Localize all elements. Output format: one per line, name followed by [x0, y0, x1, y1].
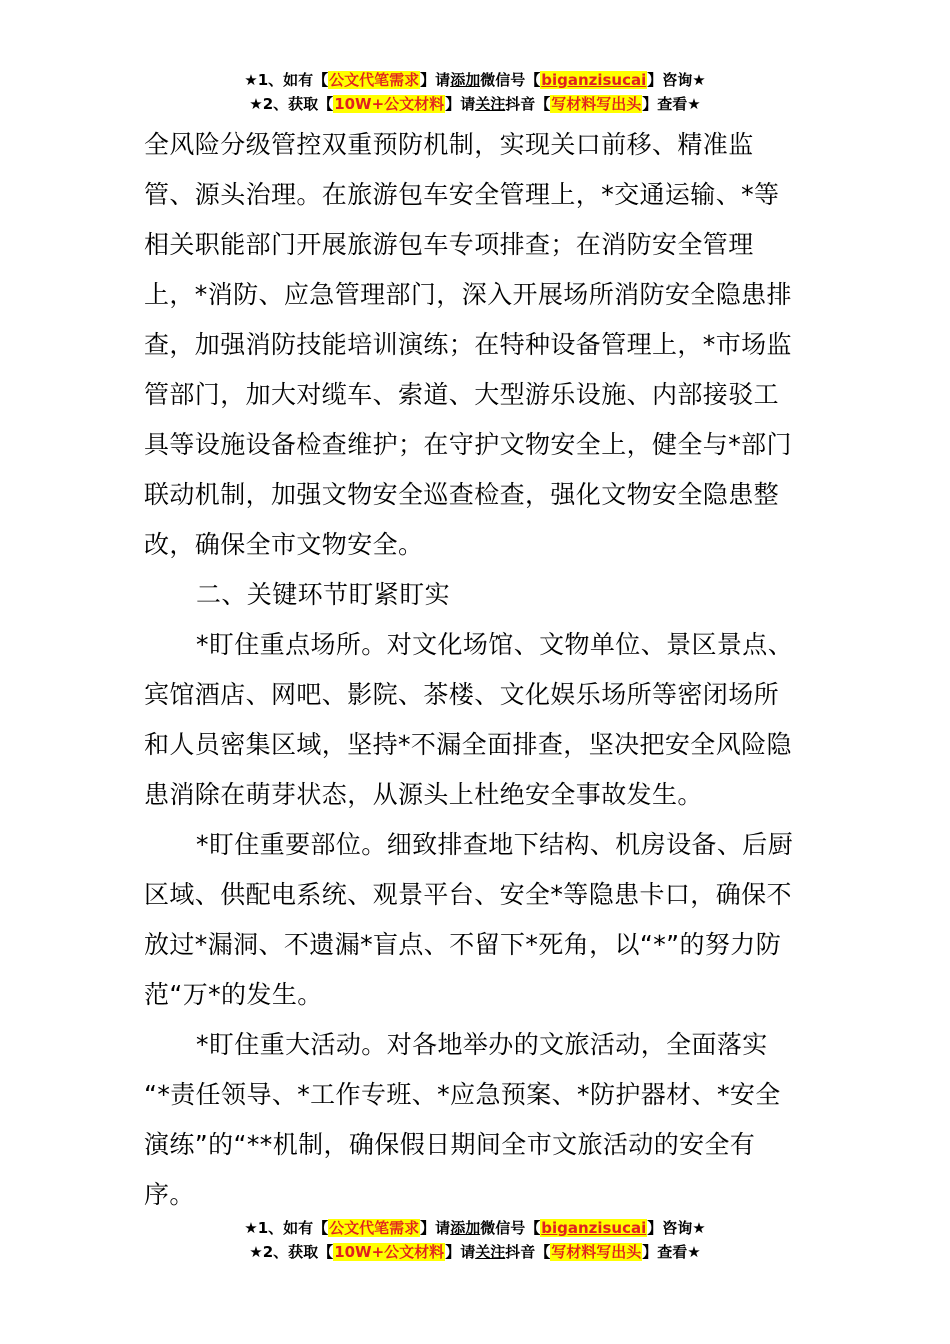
top-ad-banner [0, 68, 950, 116]
text-line: 放过*漏洞、不遗漏*盲点、不留下*死角，以“*”的努力防 [144, 930, 782, 959]
text-line: 宾馆酒店、网吧、影院、茶楼、文化娱乐场所等密闭场所 [144, 680, 780, 709]
text-line: 改，确保全市文物安全。 [144, 530, 424, 559]
ad-line-1: ★1、如有【公文代笔需求】请添加微信号【biganzisucai】咨询★ [244, 1219, 706, 1237]
text-line: 联动机制，加强文物安全巡查检查，强化文物安全隐患整 [144, 480, 780, 509]
text-line: 范“万*的发生。 [144, 980, 323, 1009]
ad-line-2: ★2、获取【10W+公文材料】请关注抖音【写材料写出头】查看★ [249, 95, 701, 113]
text-line: 序。 [144, 1180, 195, 1209]
wechat-id-link[interactable]: biganzisucai [541, 1219, 647, 1237]
text-line: 患消除在萌芽状态，从源头上杜绝安全事故发生。 [144, 780, 703, 809]
ad-line-2: ★2、获取【10W+公文材料】请关注抖音【写材料写出头】查看★ [249, 1243, 701, 1261]
document-body [144, 120, 810, 1220]
text-line: 管、源头治理。在旅游包车安全管理上，*交通运输、*等 [144, 180, 780, 209]
text-line: 管部门，加大对缆车、索道、大型游乐设施、内部接驳工 [144, 380, 780, 409]
douyin-account-tag: 写材料写出头 [551, 1243, 642, 1261]
service-tag: 公文代笔需求 [329, 71, 420, 89]
wechat-id-link[interactable]: biganzisucai [541, 71, 647, 89]
ad-line-1: ★1、如有【公文代笔需求】请添加微信号【biganzisucai】咨询★ [244, 71, 706, 89]
materials-tag: 10W+公文材料 [334, 95, 445, 113]
text-line: 上，*消防、应急管理部门，深入开展场所消防安全隐患排 [144, 280, 792, 309]
text-line: “*责任领导、*工作专班、*应急预案、*防护器材、*安全 [144, 1080, 781, 1109]
service-tag: 公文代笔需求 [329, 1219, 420, 1237]
text-line: 和人员密集区域，坚持*不漏全面排查，坚决把安全风险隐 [144, 730, 792, 759]
section-heading: 二、关键环节盯紧盯实 [196, 580, 451, 609]
douyin-account-tag: 写材料写出头 [551, 95, 642, 113]
paragraph-start: *盯住重点场所。对文化场馆、文物单位、景区景点、 [196, 630, 794, 659]
bottom-ad-banner [0, 1216, 950, 1264]
text-line: 演练”的“**机制，确保假日期间全市文旅活动的安全有 [144, 1130, 756, 1159]
text-line: 相关职能部门开展旅游包车专项排查；在消防安全管理 [144, 230, 754, 259]
text-line: 全风险分级管控双重预防机制，实现关口前移、精准监 [144, 130, 754, 159]
paragraph-start: *盯住重要部位。细致排查地下结构、机房设备、后厨 [196, 830, 794, 859]
text-line: 查，加强消防技能培训演练；在特种设备管理上，*市场监 [144, 330, 792, 359]
text-line: 具等设施设备检查维护；在守护文物安全上，健全与*部门 [144, 430, 792, 459]
materials-tag: 10W+公文材料 [334, 1243, 445, 1261]
text-line: 区域、供配电系统、观景平台、安全*等隐患卡口，确保不 [144, 880, 792, 909]
paragraph-start: *盯住重大活动。对各地举办的文旅活动，全面落实 [196, 1030, 768, 1059]
